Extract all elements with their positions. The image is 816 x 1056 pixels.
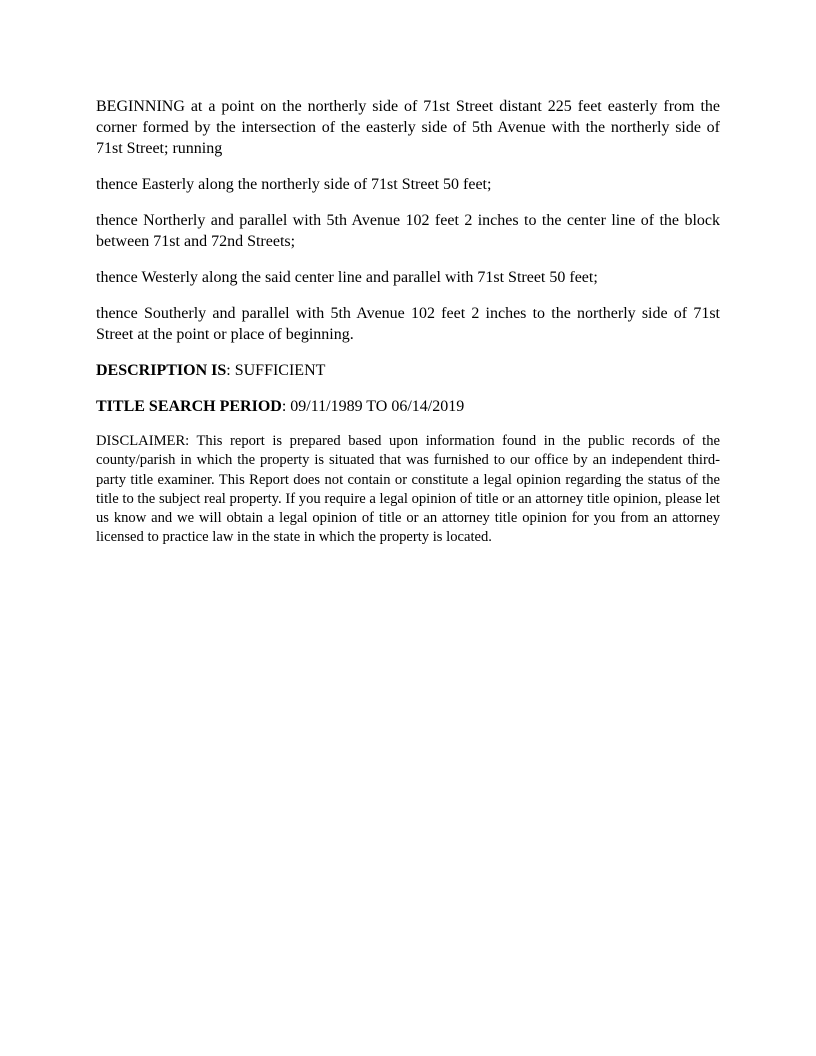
- title-search-period-line: [96, 396, 720, 417]
- title-search-period-value: : 09/11/1989 TO 06/14/2019: [281, 398, 465, 415]
- legal-description-thence-southerly-paragraph: thence Southerly and parallel with 5th Avenue 102 feet 2 inches to the northerly side of 71st Street at the point or place of beginning.: [96, 305, 720, 343]
- disclaimer-paragraph: DISCLAIMER: This report is prepared based upon information found in the public records of the county/parish in which the property is situated that was furnished to our office by an independent third-party title examiner. This Report does not contain or constitute a legal opinion regarding the status of the title to the subject real property. If you require a legal opinion of title or an attorney title opinion, please let us know and we will obtain a legal opinion of title or an attorney title opinion for you from an attorney licensed to practice law in the state in which the property is located.: [96, 433, 720, 546]
- description-status-label: DESCRIPTION IS: [96, 362, 227, 379]
- legal-description-beginning-paragraph: BEGINNING at a point on the northerly side of 71st Street distant 225 feet easterly from the corner formed by the intersection of the easterly side of 5th Avenue with the northerly side of 71st Street; running: [96, 98, 720, 157]
- description-status-line: [96, 360, 720, 381]
- description-status-value: : SUFFICIENT: [226, 362, 326, 379]
- legal-description-thence-westerly-paragraph: thence Westerly along the said center line and parallel with 71st Street 50 feet;: [96, 269, 598, 286]
- legal-description-thence-easterly-paragraph: thence Easterly along the northerly side of 71st Street 50 feet;: [96, 176, 492, 193]
- title-search-period-label: TITLE SEARCH PERIOD: [96, 398, 282, 415]
- legal-description-thence-northerly-paragraph: thence Northerly and parallel with 5th Avenue 102 feet 2 inches to the center line of the block between 71st and 72nd Streets;: [96, 212, 720, 250]
